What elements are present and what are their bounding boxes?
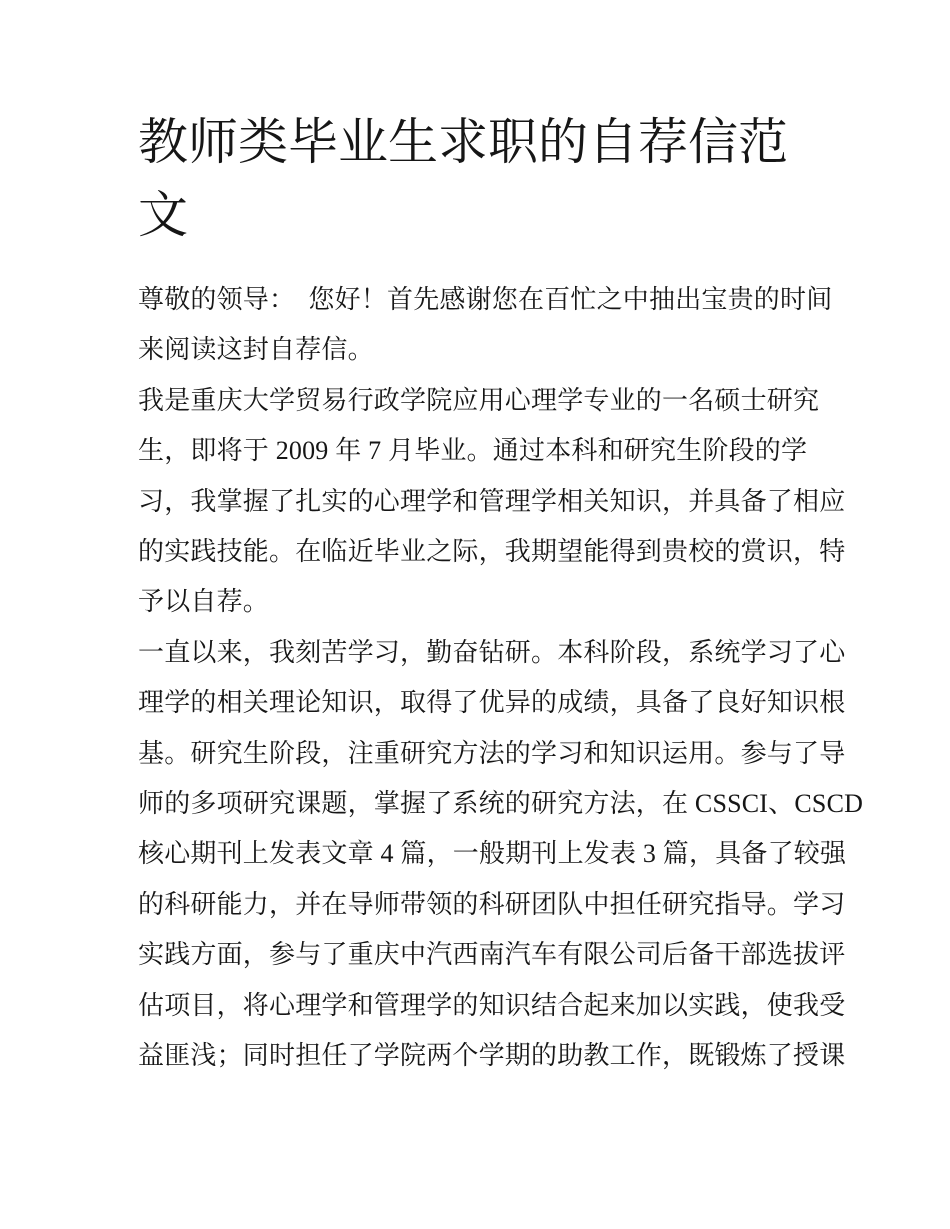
document-content	[138, 0, 863, 1082]
text-line: 益匪浅；同时担任了学院两个学期的助教工作，既锻炼了授课	[138, 1041, 846, 1071]
title-line-1: 教师类毕业生求职的自荐信范	[138, 114, 788, 170]
text-line: 基。研究生阶段，注重研究方法的学习和知识运用。参与了导	[138, 738, 846, 768]
paragraph	[138, 376, 863, 628]
text-line: 尊敬的领导： 您好！首先感谢您在百忙之中抽出宝贵的时间	[138, 285, 833, 314]
text-line: 我是重庆大学贸易行政学院应用心理学专业的一名硕士研究	[138, 385, 820, 415]
text-line: 核心期刊上发表文章 4 篇，一般期刊上发表 3 篇，具备了较强	[138, 839, 847, 869]
text-line: 予以自荐。	[138, 587, 270, 617]
text-line: 一直以来，我刻苦学习，勤奋钻研。本科阶段，系统学习了心	[138, 637, 846, 667]
text-line: 习，我掌握了扎实的心理学和管理学相关知识，并具备了相应	[138, 486, 846, 516]
text-line: 实践方面，参与了重庆中汽西南汽车有限公司后备干部选拔评	[138, 940, 846, 970]
title-line-2: 文	[138, 187, 188, 243]
text-line: 估项目，将心理学和管理学的知识结合起来加以实践，使我受	[138, 990, 846, 1020]
document-title	[138, 0, 863, 252]
text-line: 的实践技能。在临近毕业之际，我期望能得到贵校的赏识，特	[138, 537, 846, 567]
document-body	[138, 275, 863, 1082]
text-line: 理学的相关理论知识，取得了优异的成绩，具备了良好知识根	[138, 688, 846, 718]
paragraph	[138, 628, 863, 1082]
text-line: 师的多项研究课题，掌握了系统的研究方法，在 CSSCI、CSCD	[138, 789, 864, 819]
text-line: 来阅读这封自荐信。	[138, 335, 374, 365]
text-line: 生，即将于 2009 年 7 月毕业。通过本科和研究生阶段的学	[138, 436, 808, 466]
paragraph	[138, 275, 863, 376]
text-line: 的科研能力，并在导师带领的科研团队中担任研究指导。学习	[138, 889, 846, 919]
